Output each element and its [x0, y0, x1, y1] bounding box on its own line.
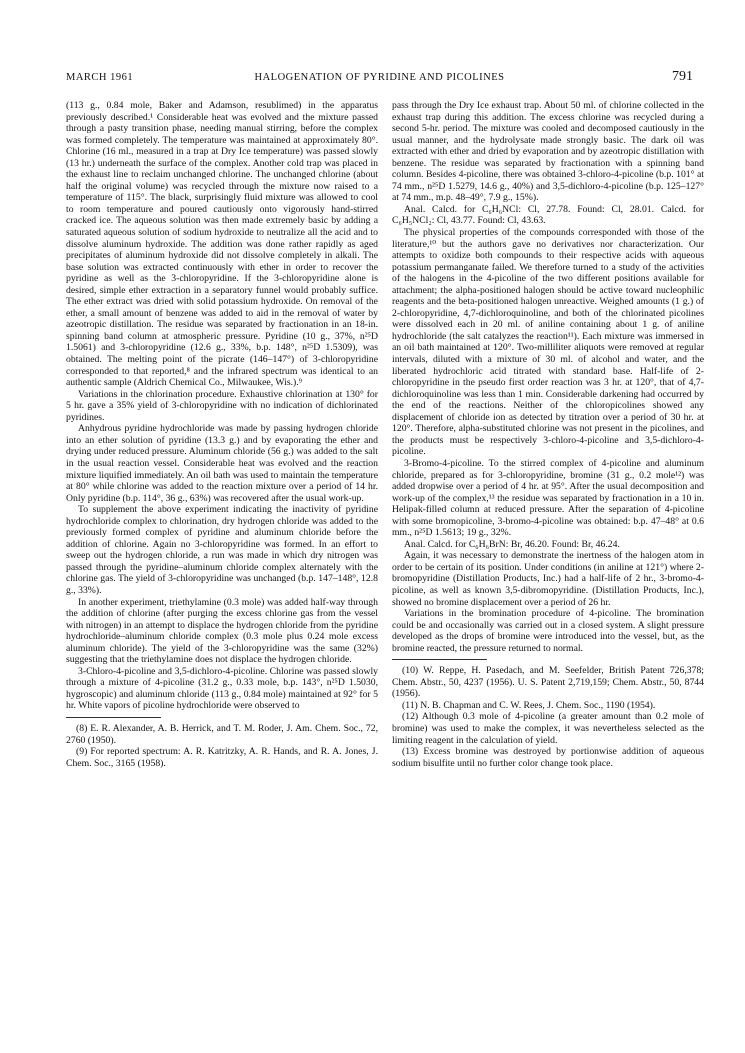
running-title: HALOGENATION OF PYRIDINE AND PICOLINES	[254, 72, 505, 83]
body-paragraph: Anal. Calcd. for C₆H₆BrN: Br, 46.20. Found: Br, 46.24.	[404, 538, 620, 550]
footnote: (9) For reported spectrum: A. R. Katritzky, A. R. Hands, and R. A. Jones, J. Chem. Soc., 3165 (1958).	[66, 746, 378, 769]
body-paragraph: (113 g., 0.84 mole, Baker and Adamson, resublimed) in the apparatus previously described.¹ Considerable heat was evolved and the mixture passed through a pasty transition phase, needing manual stirring, before the complex was formed completely. The temperature was maintained at approximately 80°. Chlorine (16 ml., measured in a trap at Dry Ice temperature) was passed slowly (13 hr.) underneath the surface of the complex. Another cold trap was placed in the exhaust line to reclaim unchanged chlorine. The unchanged chlorine (about half the original volume) was recycled through the mixture now raised to a temperature of 115°. The black, surprisingly fluid mixture was allowed to cool to room temperature and poured cautiously onto vigorously hand-stirred cracked ice. The aqueous solution was then made extremely basic by adding a saturated aqueous solution of sodium hydroxide to neutralize all the acid and to dissolve aluminum hydroxide. The addition was done rather rapidly as aged precipitates of aluminum hydroxide did not dissolve completely in alkali. The base solution was extracted continuously with ether in order to recover the pyridine as well as the 3-chloropyridine. If the 3-chloropyridine alone is desired, simple ether extraction in a separatory funnel would probably suffice. The ether extract was dried with solid potassium hydroxide. On removal of the ether, a small amount of benzene was added to aid in the removal of water by azeotropic distillation. The residue was separated by fractionation in an 18-in. spinning band column at atmospheric pressure. Pyridine (10 g., 37%, n²⁵D 1.5061) and 3-chloropyridine (12.6 g., 33%, b.p. 148°, n²⁵D 1.5309), was obtained. The melting point of the picrate (146–147°) of 3-chloropyridine corresponded to that reported,⁸ and the infrared spectrum was identical to an authentic sample (Aldrich Chemical Co., Milwaukee, Wis.).⁹	[66, 100, 378, 389]
footnote-divider	[392, 659, 487, 660]
footnote: (13) Excess bromine was destroyed by portionwise addition of aqueous sodium bisulfite until no further color change took place.	[392, 746, 704, 769]
page-number: 791	[672, 69, 693, 84]
body-paragraph: In another experiment, triethylamine (0.3 mole) was added half-way through the addition of chlorine (after purging the excess chlorine gas from the vessel with nitrogen) in an attempt to displace the hydrogen chloride from the pyridine hydrochloride–aluminum chloride complex (0.3 mole plus 0.24 mole excess aluminum chloride). The yield of the 3-chloropyridine was the same (32%) suggesting that the triethylamine does not displace the hydrogen chloride.	[66, 596, 378, 666]
footnote: (11) N. B. Chapman and C. W. Rees, J. Chem. Soc., 1190 (1954).	[402, 699, 656, 711]
body-paragraph: Variations in the bromination procedure of 4-picoline. The bromination could be and occasionally was carried out in a closed system. A slight pressure developed as the drops of bromine were introduced into the vessel, but, as the bromine reacted, the pressure returned to normal.	[392, 608, 704, 654]
body-paragraph: 3-Chloro-4-picoline and 3,5-dichloro-4-picoline. Chlorine was passed slowly through a mixture of 4-picoline (31.2 g., 0.33 mole, b.p. 143°, n²⁵D 1.5030, hygroscopic) and aluminum chloride (113 g., 0.84 mole) maintained at 92° for 5 hr. White vapors of picoline hydrochloride were observed to	[66, 665, 378, 712]
footnote-divider	[66, 717, 161, 718]
body-paragraph: The physical properties of the compounds corresponded with those of the literature,¹⁰ but the authors gave no derivatives nor characterization. Our attempts to oxidize both compounds to their respective acids with aqueous potassium permanganate failed. We therefore turned to a study of the activities of the halogens in the 4-picoline of the two different positions available for attachment; the alpha-positioned halogen should be active toward nucleophilic reagents and the beta-positioned halogen unreactive. Weighed amounts (1 g.) of 2-chloropyridine, 4,7-dichloroquinoline, and both of the chlorinated picolines were dissolved each in 20 ml. of aniline containing about 1 g. of aniline hydrochloride (the salt catalyzes the reaction¹¹). Each mixture was immersed in an oil bath maintained at 120°. Two-milliliter aliquots were removed at regular intervals, diluted with a mixture of 30 ml. of alcohol and water, and the liberated hydrochloric acid titrated with standard base. Half-life of 2-chloropyridine in the pseudo first order reaction was 3 hr. at 120°, that of 4,7-dichloroquinoline was less than 1 min. Considerable darkening had occurred by the end of the reactions. Neither of the chloropicolines showed any displacement of chloride ion as detected by titration over a period of 30 hr. at 120°. Therefore, alpha-substituted chlorine was not present in the picolines, and the products must be respectively 3-chloro-4-picoline and 3,5-dichloro-4-picoline.	[392, 227, 704, 458]
body-paragraph: Again, it was necessary to demonstrate the inertness of the halogen atom in order to be certain of its position. Under conditions (in aniline at 121°) where 2-bromopyridine (Distillation Products, Inc.) had a half-life of 2 hr., 3-bromo-4-picoline, as well as known 3,5-dibromopyridine. (Distillation Products, Inc.), showed no bromine displacement over a period of 26 hr.	[392, 550, 704, 608]
body-paragraph: Anal. Calcd. for C₆H₆NCl: Cl, 27.78. Found: Cl, 28.01. Calcd. for C₆H₅NCl₂: Cl, 43.77. Found: Cl, 43.63.	[392, 203, 704, 227]
footnote: (12) Although 0.3 mole of 4-picoline (a greater amount than 0.2 mole of bromine) was used to make the complex, it was nevertheless selected as the limiting reagent in the calculation of yield.	[392, 711, 704, 746]
running-head	[66, 70, 693, 88]
footnote: (10) W. Reppe, H. Pasedach, and M. Seefelder, British Patent 726,378; Chem. Abstr., 50, 4237 (1956). U. S. Patent 2,719,159; Chem. Abstr., 50, 8744 (1956).	[392, 665, 704, 700]
left-column	[66, 100, 378, 1040]
body-paragraph: pass through the Dry Ice exhaust trap. About 50 ml. of chlorine collected in the exhaust trap during this addition. The excess chlorine was recycled during a second 5-hr. period. The mixture was cooled and decomposed cautiously in the usual manner, and the hydrolysate made strongly basic. The dark oil was extracted with ether and dried by evaporation and by azeotropic distillation with benzene. The residue was separated by fractionation with a spinning band column. Besides 4-picoline, there was obtained 3-chloro-4-picoline (b.p. 101° at 74 mm., n²⁵D 1.5279, 14.6 g., 40%) and 3,5-dichloro-4-picoline (b.p. 125–127° at 74 mm., m.p. 48–49°, 7.9 g., 15%).	[392, 100, 704, 204]
issue-date: MARCH 1961	[66, 72, 134, 83]
body-paragraph: Variations in the chlorination procedure. Exhaustive chlorination at 130° for 5 hr. gave a 35% yield of 3-chloropyridine with no indication of dichlorinated pyridines.	[66, 388, 378, 423]
right-column	[392, 100, 704, 1040]
body-paragraph: Anhydrous pyridine hydrochloride was made by passing hydrogen chloride into an ether solution of pyridine (13.3 g.) and by evaporating the ether and drying under reduced pressure. Aluminum chloride (56 g.) was added to the salt in the usual reaction vessel. Considerable heat was evolved and the reaction mixture liquified immediately. An oil bath was used to maintain the temperature at 80° while chlorine was added to the reaction mixture over a period of 14 hr. Only pyridine (b.p. 114°, 36 g., 63%) was recovered after the usual work-up.	[66, 423, 378, 504]
footnote: (8) E. R. Alexander, A. B. Herrick, and T. M. Roder, J. Am. Chem. Soc., 72, 2760 (1950).	[66, 722, 378, 746]
body-paragraph: To supplement the above experiment indicating the inactivity of pyridine hydrochloride complex to chlorination, dry hydrogen chloride was added to the previously formed complex of pyridine and aluminum chloride before the addition of chlorine. Again no 3-chloropyridine was formed. In an effort to sweep out the hydrogen chloride, a run was made in which dry nitrogen was passed through the pyridine–aluminum chloride complex alternately with the chlorine gas. The yield of 3-chloropyridine was unchanged (b.p. 147–148°, 12.8 g., 33%).	[66, 504, 378, 596]
body-paragraph: 3-Bromo-4-picoline. To the stirred complex of 4-picoline and aluminum chloride, prepared as for 3-chloropyridine, bromine (31 g., 0.2 mole¹²) was added dropwise over a period of 4 hr. at 95°. After the usual decomposition and work-up of the complex,¹³ the residue was separated by fractionation in a 10 in. Helipak-filled column at reduced pressure. After the separation of 4-picoline with some bromopicoline, 3-bromo-4-picoline was obtained: b.p. 47–48° at 0.6 mm., n²⁵D 1.5613; 19 g., 32%.	[392, 457, 704, 539]
